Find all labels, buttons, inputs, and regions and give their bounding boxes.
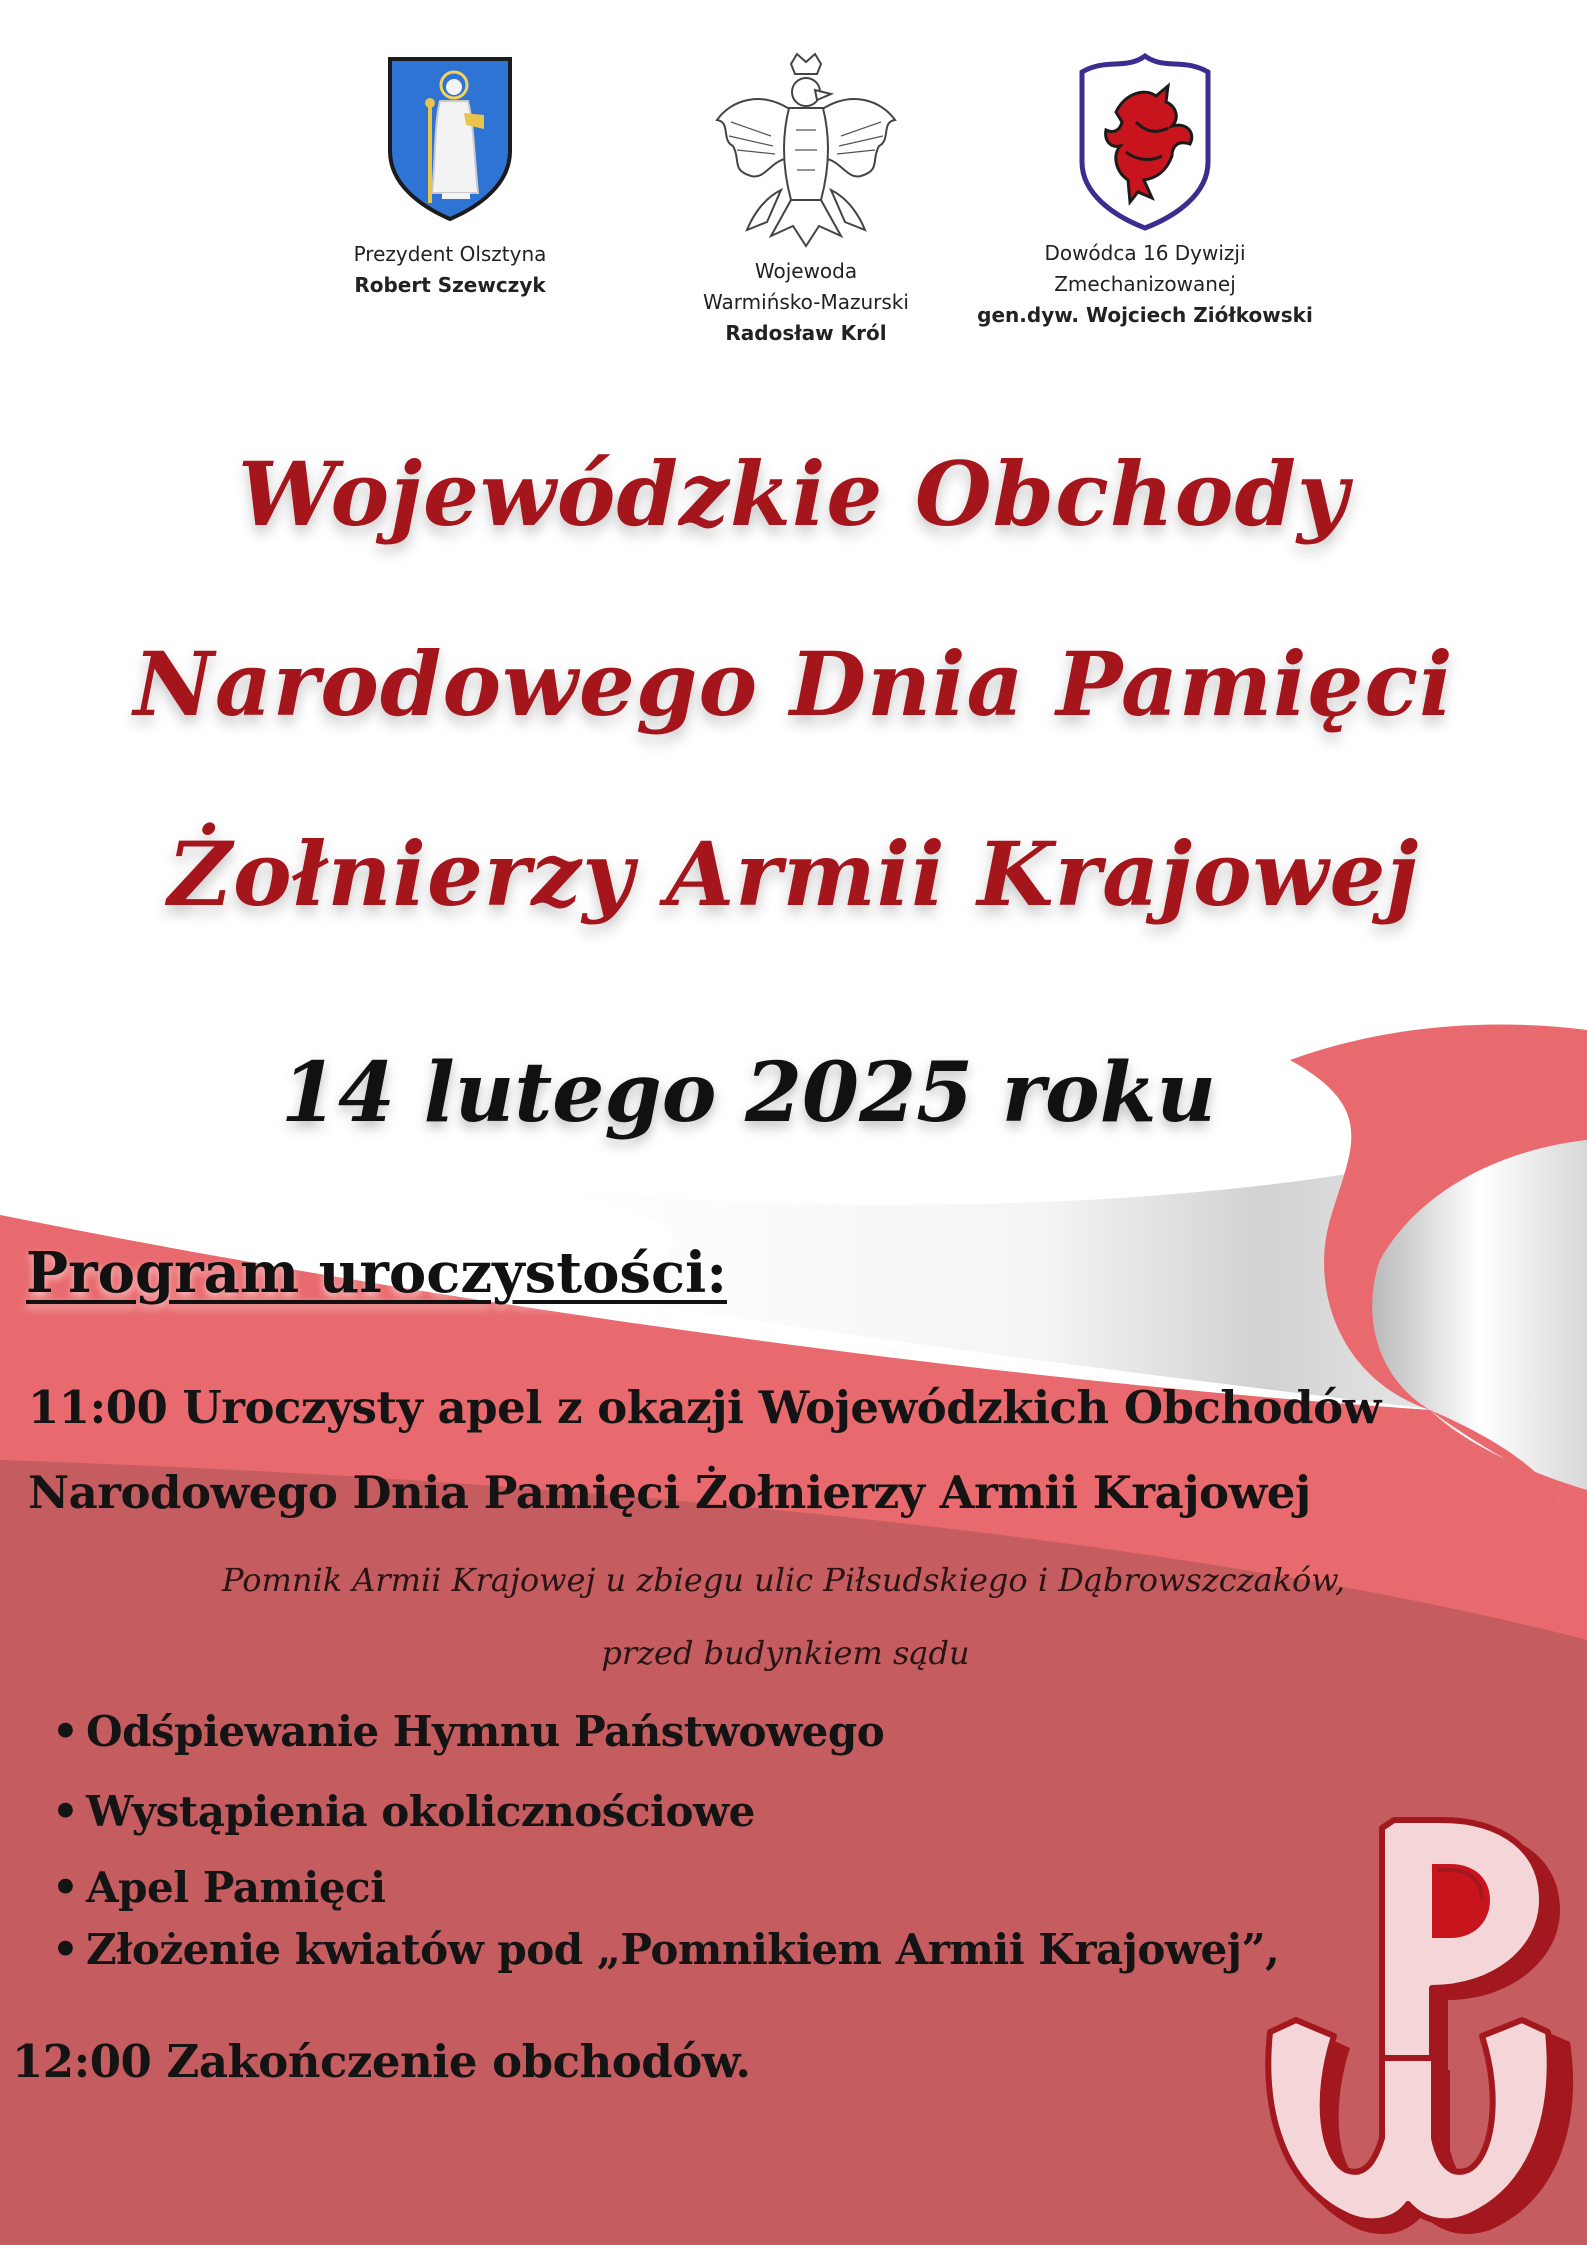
program-item-label: Wystąpienia okolicznościowe [86, 1787, 755, 1836]
event-place-line-2: przed budynkiem sądu [601, 1634, 970, 1672]
sponsor-title-line2: Warmińsko-Mazurski [703, 290, 909, 314]
event-date: 14 lutego 2025 roku [280, 1045, 1217, 1141]
sponsor-mayor [300, 55, 600, 301]
bullet: • [52, 1787, 79, 1836]
sponsor-title-line2: Zmechanizowanej [1054, 272, 1236, 296]
bullet: • [52, 1925, 79, 1974]
sponsor-title: Dowódca 16 Dywizji [1044, 241, 1246, 265]
program-item-label: Złożenie kwiatów pod „Pomnikiem Armii Krajowej”, [86, 1925, 1280, 1974]
olsztyn-coat-of-arms-icon [386, 55, 514, 223]
bullet: • [52, 1707, 79, 1756]
event-line-1: 11:00 Uroczysty apel z okazji Wojewódzkich Obchodów [28, 1381, 1381, 1434]
event-title-line-1: Wojewódzkie Obchody [237, 442, 1350, 546]
program-list [52, 1700, 1279, 1982]
kotwica-anchor-icon [1260, 1810, 1587, 2240]
program-item-label: Odśpiewanie Hymnu Państwowego [86, 1707, 885, 1756]
list-item [52, 1700, 1279, 1780]
list-item [52, 1922, 1279, 1982]
bullet: • [52, 1863, 79, 1912]
list-item [52, 1780, 1279, 1860]
program-heading: Program uroczystości: [26, 1240, 727, 1306]
sponsor-name: Robert Szewczyk [354, 273, 546, 297]
sponsor-title: Prezydent Olsztyna [353, 242, 547, 266]
sponsor-name: gen.dyw. Wojciech Ziółkowski [977, 303, 1313, 327]
event-title-line-3: Żołnierzy Armii Krajowej [167, 822, 1420, 926]
sponsor-title: Wojewoda [754, 259, 858, 283]
sponsor-name: Radosław Król [725, 321, 887, 345]
program-item-label: Apel Pamięci [86, 1863, 386, 1912]
event-line-2: Narodowego Dnia Pamięci Żołnierzy Armii Krajowej [28, 1466, 1311, 1519]
list-item [52, 1860, 1279, 1922]
sponsor-commander [955, 52, 1335, 331]
polish-eagle-icon [711, 50, 901, 250]
sponsor-voivode [656, 50, 956, 349]
closing-line: 12:00 Zakończenie obchodów. [12, 2035, 751, 2088]
event-place-line-1: Pomnik Armii Krajowej u zbiegu ulic Piłsudskiego i Dąbrowszczaków, [222, 1561, 1345, 1599]
griffin-emblem-icon [1076, 52, 1214, 232]
event-title-line-2: Narodowego Dnia Pamięci [133, 632, 1454, 736]
